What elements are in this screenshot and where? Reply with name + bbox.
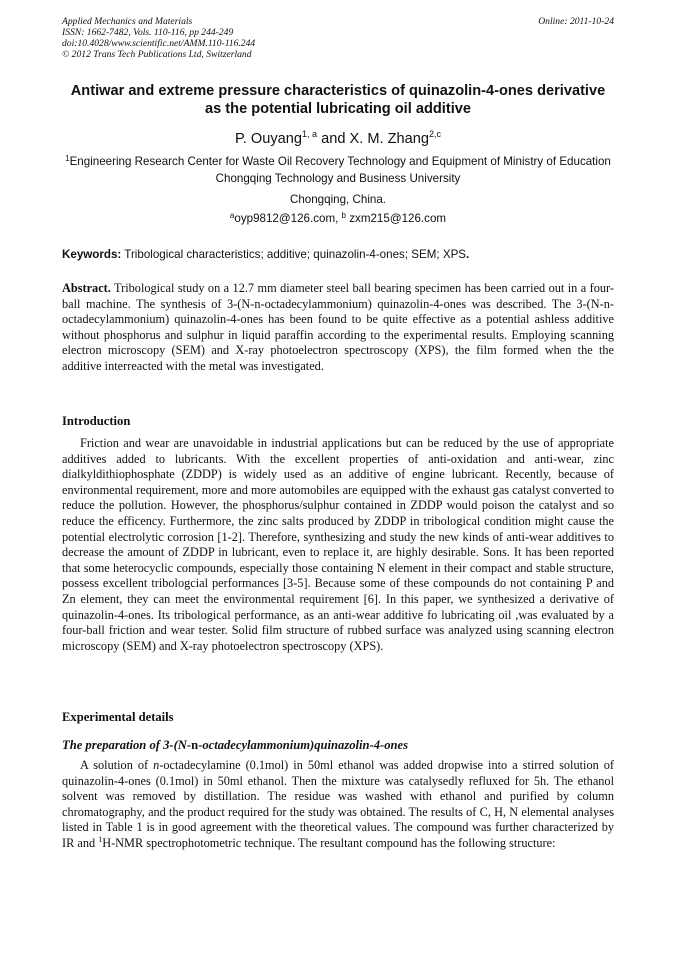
sub-n: N (177, 738, 187, 752)
introduction-body (62, 436, 614, 654)
author-2: X. M. Zhang (349, 131, 430, 147)
affiliation-city: Chongqing, China. (289, 193, 387, 206)
affiliation (62, 153, 614, 187)
sub-n2: -n- (186, 738, 203, 752)
issn: ISSN: 1662-7482, Vols. 110-116, pp 244-249 (62, 27, 234, 38)
author-emails (62, 211, 614, 227)
author-1: P. Ouyang (234, 131, 303, 147)
author-2-affil: 2,c (429, 129, 442, 139)
keywords-text: Tribological characteristics; additive; quinazolin-4-ones; SEM; XPS (121, 248, 467, 261)
journal-name: Applied Mechanics and Materials (62, 16, 193, 27)
abstract-text: Tribological study on a 12.7 mm diameter steel ball bearing specimen has been carried out in a four-ball machine. The synthesis of 3-(N-n-octadecylammonium) quinazolin-4-ones was described. The 3-(N-n-octadecylammonium) quinazolin-4-ones has been found to be quite effective as a potential ashless additive without phosphorus and sulphur in liquid paraffin according to the experimental results. Employing scanning electron microscopy (SEM) and X-ray photoelectron spectroscopy (XPS), the film formed when the the additive interreacted with the metal was investigated. (62, 281, 614, 373)
email-a: oyp9812@126.com, (234, 212, 342, 225)
introduction-paragraph: Friction and wear are unavoidable in industrial applications but can be reduced by the use of appropriate additives added to lubricants. With the excellent properties of anti-oxidation and anti-wear, zinc dialkyldithiophosphate (ZDDP) is widely used as an additive of engine lubricant. Recently, because of environmental requirement, more and more automobiles are equipped with the exhaust gas catalyst converted to reduce the pollution. However, the phosphorus/sulphur contained in ZDDP would poison the catalyst and so reduce the efficency. Furthermore, the zinc salts produced by ZDDP in tribological condition might cause the potential electrolytic corrosion [1-2]. Therefore, synthesizing and study the new kinds of anti-wear additives to decrease the amount of ZDDP in lubricant, even to replace it, are highly desirable. Sons. It has been reported that some heterocyclic compounds, especially those containing N element in their compact and stable structure, possess excellent tribologcial performances [3-5]. Because some of these compounds do not containing P and Zn element, they can meet the environmental requirement [6]. In this paper, we synthesized a derivative of quinazolin-4-ones. Its tribological performance, as an anti-wear additive fo lubricating oil ,was evaluated by a four-ball friction and wear tester. Solid film structure of rubbed surface was analyzed using scanning electron microscopy (SEM) and X-ray photoelectron spectroscopy (XPS). (62, 436, 614, 653)
copyright: © 2012 Trans Tech Publications Ltd, Switzerland (62, 49, 252, 60)
journal-meta (62, 16, 255, 60)
introduction-heading: Introduction (62, 414, 131, 428)
keywords-label: Keywords: (62, 248, 122, 261)
email-b: zxm215@126.com (346, 212, 447, 225)
sub-pre: The preparation of 3-( (62, 738, 178, 752)
paper-title: Antiwar and extreme pressure characteristics of quinazolin-4-ones derivative as the potential lubricating oil additive (70, 83, 606, 117)
prep-text-c: H-NMR spectrophotometric technique. The resultant compound has the following structure: (102, 835, 556, 850)
preparation-subheading (62, 738, 408, 753)
author-1-affil: 1, a (302, 129, 318, 139)
preparation-body (62, 758, 614, 852)
keywords (62, 247, 614, 263)
doi: doi:10.4028/www.scientific.net/AMM.110-116.244 (62, 38, 256, 49)
keywords-end: . (466, 248, 470, 261)
email-a-mark: a (229, 211, 235, 220)
abstract (62, 281, 614, 375)
affiliation-number: 1 (65, 154, 70, 163)
experimental-heading: Experimental details (62, 710, 174, 724)
online-date: Online: 2011-10-24 (538, 16, 614, 27)
author-and: and (317, 131, 350, 147)
email-b-mark: b (341, 211, 346, 220)
prep-sup: 1 (98, 834, 103, 844)
author-line (62, 130, 614, 148)
abstract-label: Abstract. (62, 281, 111, 295)
sub-post: octadecylammonium)quinazolin-4-ones (202, 738, 409, 752)
prep-text-a: A solution of (80, 758, 154, 772)
affiliation-text: Engineering Research Center for Waste Oil Recovery Technology and Equipment of Ministry of Education Chongqing Technology and Business University (69, 155, 611, 185)
prep-n: n (153, 758, 160, 772)
prep-text-b: -octadecylamine (0.1mol) in 50ml ethanol was added dropwise into a stirred solution of quinazolin-4-ones (0.1mol) in 50ml ethanol. Then the mixture was catalysedly refluxed for 5h. The ethanol solvent was removed by distillation. The residue was washed with ethanol and purified by column chromatography, and the product required for the study was obtained. The results of C, H, N elemental analyses listed in Table 1 is in good agreement with the theoretical values. The compound was further characterized by IR and (62, 758, 615, 850)
